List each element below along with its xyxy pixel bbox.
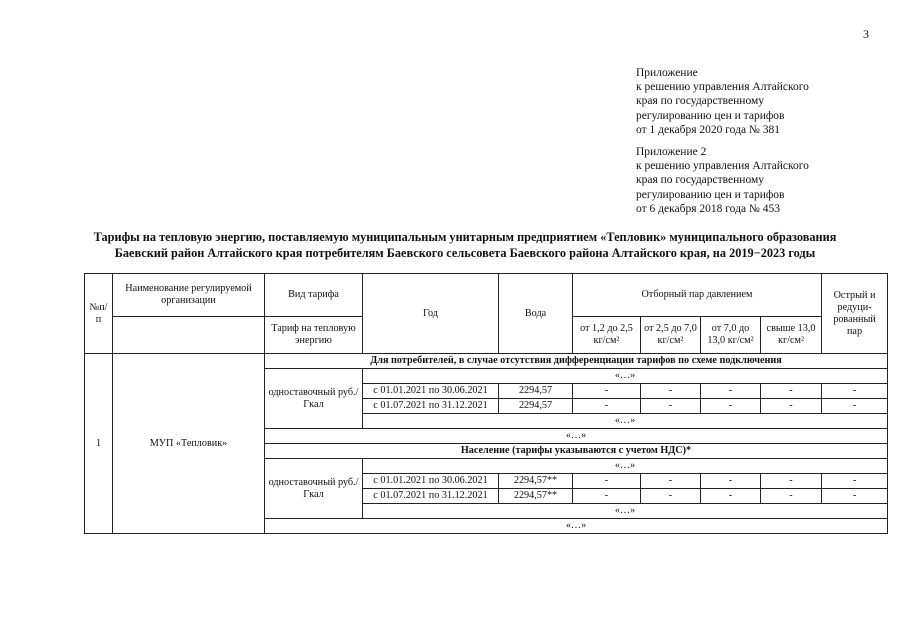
period-cell: с 01.07.2021 по 31.12.2021 xyxy=(363,399,499,414)
appendix-line: к решению управления Алтайского xyxy=(636,81,809,94)
tariff-type: одноставочный руб./Гкал xyxy=(265,369,363,429)
header-pressure-2: от 2,5 до 7,0 кг/см² xyxy=(641,317,701,354)
document-title xyxy=(40,229,890,261)
header-year: Год xyxy=(363,274,499,354)
appendix-header-1 xyxy=(636,66,809,137)
appendix-line: к решению управления Алтайского xyxy=(636,160,809,173)
water-cell: 2294,57** xyxy=(499,489,573,504)
title-line-1: Тарифы на тепловую энергию, поставляемую муниципальным унитарным предприятием «Тепловик» муниципального образования xyxy=(93,230,837,244)
header-pressure-1: от 1,2 до 2,5 кг/см² xyxy=(573,317,641,354)
period-cell: с 01.01.2021 по 30.06.2021 xyxy=(363,384,499,399)
pressure-cell: - xyxy=(641,384,701,399)
section-title-row xyxy=(85,354,888,369)
header-row xyxy=(85,274,888,317)
header-sharp-steam: Острый и редуци- рованный пар xyxy=(822,274,888,354)
pressure-cell: - xyxy=(573,489,641,504)
period-cell: с 01.07.2021 по 31.12.2021 xyxy=(363,489,499,504)
pressure-cell: - xyxy=(701,384,761,399)
title-line-2: Баевский район Алтайского края потребителям Баевского сельсовета Баевского района Алтайского края, на 2019−2023 годы xyxy=(114,246,816,260)
appendix-line: Приложение xyxy=(636,67,698,79)
header-org-empty xyxy=(113,317,265,354)
appendix-line: регулированию цен и тарифов xyxy=(636,109,785,122)
pressure-cell: - xyxy=(701,489,761,504)
pressure-cell: - xyxy=(701,474,761,489)
header-steam: Отборный пар давлением xyxy=(573,274,822,317)
page-number: 3 xyxy=(863,27,869,41)
pressure-cell: - xyxy=(761,474,822,489)
pressure-cell: - xyxy=(761,384,822,399)
header-pressure-4: свыше 13,0 кг/см² xyxy=(761,317,822,354)
pressure-cell: - xyxy=(573,384,641,399)
appendix-line: от 6 декабря 2018 года № 453 xyxy=(636,202,781,215)
org-name: МУП «Тепловик» xyxy=(113,354,265,534)
tariff-type: одноставочный руб./Гкал xyxy=(265,459,363,519)
ellipsis: «…» xyxy=(265,519,888,534)
header-tariff-heat: Тариф на тепловую энергию xyxy=(265,317,363,354)
water-cell: 2294,57 xyxy=(499,384,573,399)
sharp-cell: - xyxy=(822,474,888,489)
appendix-header-2 xyxy=(636,145,809,216)
header-pressure-3: от 7,0 до 13,0 кг/см² xyxy=(701,317,761,354)
header-tariff-kind: Вид тарифа xyxy=(265,274,363,317)
appendix-line: от 1 декабря 2020 года № 381 xyxy=(636,123,781,136)
appendix-line: регулированию цен и тарифов xyxy=(636,188,785,201)
header-water: Вода xyxy=(499,274,573,354)
period-cell: с 01.01.2021 по 30.06.2021 xyxy=(363,474,499,489)
ellipsis: «…» xyxy=(265,429,888,444)
pressure-cell: - xyxy=(641,399,701,414)
ellipsis: «…» xyxy=(363,414,888,429)
row-number: 1 xyxy=(85,354,113,534)
ellipsis: «…» xyxy=(363,369,888,384)
appendix-line: Приложение 2 xyxy=(636,146,707,158)
header-num: №п/п xyxy=(85,274,113,354)
water-cell: 2294,57 xyxy=(499,399,573,414)
pressure-cell: - xyxy=(573,474,641,489)
sharp-cell: - xyxy=(822,489,888,504)
tariff-table xyxy=(84,273,888,534)
ellipsis: «…» xyxy=(363,504,888,519)
sharp-cell: - xyxy=(822,384,888,399)
pressure-cell: - xyxy=(761,399,822,414)
pressure-cell: - xyxy=(641,489,701,504)
appendix-line: края по государственному xyxy=(636,95,764,108)
sharp-cell: - xyxy=(822,399,888,414)
ellipsis: «…» xyxy=(363,459,888,474)
appendix-line: края по государственному xyxy=(636,174,764,187)
pressure-cell: - xyxy=(761,489,822,504)
water-cell: 2294,57** xyxy=(499,474,573,489)
pressure-cell: - xyxy=(573,399,641,414)
section-2-title: Население (тарифы указываются с учетом НДС)* xyxy=(265,444,888,459)
header-org: Наименование регулируемой организации xyxy=(113,274,265,317)
pressure-cell: - xyxy=(701,399,761,414)
pressure-cell: - xyxy=(641,474,701,489)
section-1-title: Для потребителей, в случае отсутствия дифференциации тарифов по схеме подключения xyxy=(265,354,888,369)
